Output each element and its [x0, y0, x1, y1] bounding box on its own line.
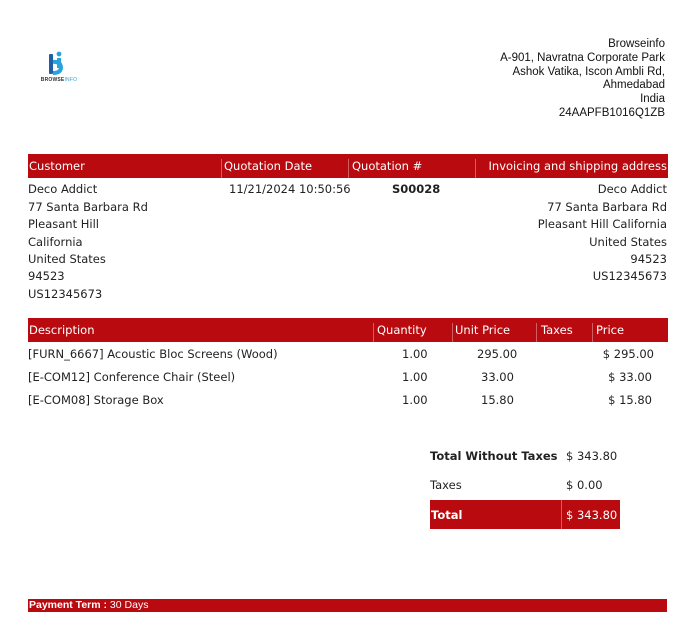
total-without-taxes-label: Total Without Taxes [430, 449, 558, 463]
grand-total-bar [430, 500, 620, 529]
company-address [500, 38, 665, 121]
logo-text: BROWSEINFO [40, 77, 78, 83]
line-quantity: 1.00 [402, 370, 428, 384]
company-tax-id: 24AAPFB1016Q1ZB [558, 106, 665, 119]
customer-city: Pleasant Hill [28, 217, 99, 231]
line-quantity: 1.00 [402, 347, 428, 361]
taxes-label: Taxes [430, 478, 462, 492]
col-unit-price: Unit Price [455, 323, 511, 337]
col-quantity: Quantity [377, 323, 427, 337]
header-quotation-date: Quotation Date [224, 159, 313, 173]
company-name: Browseinfo [608, 38, 665, 50]
line-unit-price: 295.00 [477, 347, 518, 361]
line-price: $ 295.00 [602, 347, 654, 361]
line-unit-price: 33.00 [481, 370, 514, 384]
quotation-date: 11/21/2024 10:50:56 [229, 182, 351, 196]
line-price: $ 15.80 [608, 393, 652, 407]
shipping-street: 77 Santa Barbara Rd [547, 200, 667, 214]
payment-term-label: Payment Term : [29, 599, 107, 611]
line-quantity: 1.00 [402, 393, 428, 407]
line-price: $ 33.00 [608, 370, 652, 384]
company-address-line2: Ashok Vatika, Iscon Ambli Rd, [512, 65, 665, 78]
header-quotation-number: Quotation # [352, 159, 423, 173]
line-unit-price: 15.80 [481, 393, 514, 407]
taxes-value: $ 0.00 [566, 478, 603, 492]
company-city: Ahmedabad [602, 79, 665, 92]
grand-total-value: $ 343.80 [566, 508, 618, 522]
customer-zip: 94523 [28, 269, 65, 283]
shipping-vat: US12345673 [592, 269, 667, 283]
shipping-city-state: Pleasant Hill California [537, 217, 667, 231]
payment-term-bar [28, 599, 667, 612]
payment-term-value: 30 Days [109, 599, 149, 611]
shipping-name: Deco Addict [597, 182, 667, 196]
customer-street: 77 Santa Barbara Rd [28, 200, 148, 214]
total-without-taxes-value: $ 343.80 [566, 449, 618, 463]
order-lines-header [28, 318, 668, 342]
line-description: [E-COM12] Conference Chair (Steel) [28, 370, 236, 384]
company-country: India [640, 93, 665, 106]
customer-state: California [28, 235, 83, 249]
col-taxes: Taxes [541, 323, 573, 337]
customer-vat: US12345673 [28, 287, 103, 301]
col-description: Description [29, 323, 95, 337]
header-invoicing-shipping: Invoicing and shipping address [488, 159, 667, 173]
shipping-country: United States [589, 235, 667, 249]
customer-name: Deco Addict [28, 182, 98, 196]
line-description: [FURN_6667] Acoustic Bloc Screens (Wood) [28, 347, 278, 361]
company-address-line1: A-901, Navratna Corporate Park [500, 51, 665, 64]
company-logo [34, 50, 84, 86]
quotation-header-bar [28, 154, 668, 178]
col-price: Price [596, 323, 625, 337]
grand-total-label: Total [431, 508, 463, 522]
header-customer: Customer [29, 159, 85, 173]
logo-icon [34, 50, 84, 78]
quotation-number: S00028 [392, 182, 441, 196]
customer-country: United States [28, 252, 106, 266]
shipping-zip: 94523 [630, 252, 667, 266]
line-description: [E-COM08] Storage Box [28, 393, 164, 407]
